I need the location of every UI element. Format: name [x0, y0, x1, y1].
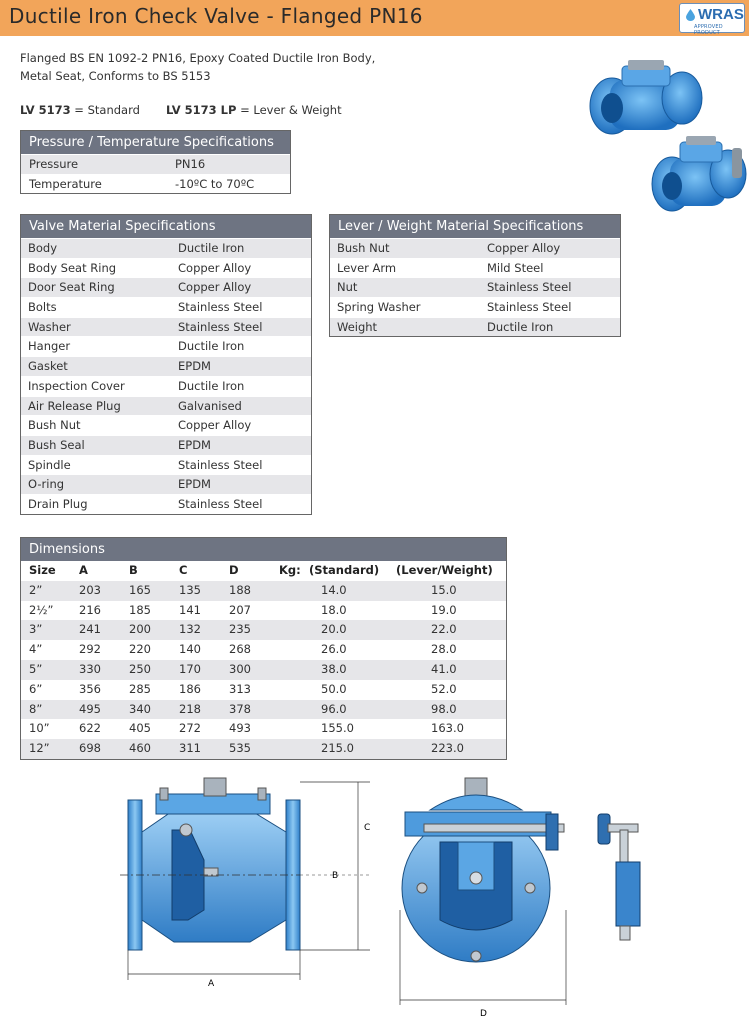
table-cell: 28.0 [431, 642, 457, 657]
table-cell: 98.0 [431, 701, 457, 716]
table-row [21, 660, 506, 680]
spec-label: Door Seat Ring [28, 280, 115, 295]
column-header: D [229, 563, 239, 577]
table-row [21, 277, 311, 297]
table-row [21, 581, 506, 601]
spec-value: Copper Alloy [178, 418, 252, 433]
spec-value: Copper Alloy [178, 280, 252, 295]
lever-weight-material-table [329, 214, 621, 337]
table-cell: 132 [179, 622, 201, 637]
table-row [21, 317, 311, 337]
table-cell: 163.0 [431, 721, 464, 736]
spec-value: EPDM [178, 477, 211, 492]
table-cell: 52.0 [431, 681, 457, 696]
spec-label: O-ring [28, 477, 65, 492]
table-cell: 313 [229, 681, 251, 696]
table-cell: 4” [29, 642, 43, 657]
spec-value: Stainless Steel [178, 496, 263, 511]
pressure-temperature-table [20, 130, 291, 194]
spec-value: Stainless Steel [487, 280, 572, 295]
dimensions-header-row [21, 561, 506, 581]
spec-label: Hanger [28, 339, 71, 354]
table-cell: 698 [79, 741, 101, 756]
table-row [330, 297, 620, 317]
title-bar [0, 0, 749, 36]
column-header: (Standard) [309, 563, 380, 577]
spec-label: Bush Nut [337, 241, 390, 255]
table-cell: 170 [179, 661, 201, 676]
model-lever [166, 103, 342, 117]
model-codes [20, 103, 342, 117]
spec-label: Lever Arm [337, 260, 397, 275]
front-view-drawing [400, 778, 566, 1019]
table-title: Valve Material Specifications [21, 215, 311, 238]
table-row [21, 601, 506, 621]
spec-label: Washer [28, 319, 71, 334]
table-cell: 285 [129, 681, 151, 696]
spec-value: Ductile Iron [178, 241, 245, 255]
spec-value: Ductile Iron [178, 378, 245, 393]
page-title: Ductile Iron Check Valve - Flanged PN16 [9, 4, 423, 28]
wras-logo-subtext: APPROVED PRODUCT [694, 24, 723, 36]
table-row [21, 396, 311, 416]
table-row [21, 739, 506, 759]
spec-value: Stainless Steel [178, 300, 263, 315]
spec-value: Stainless Steel [178, 457, 263, 472]
table-row [330, 277, 620, 297]
table-row [21, 719, 506, 739]
spec-label: Air Release Plug [28, 398, 121, 413]
wras-logo [679, 3, 745, 36]
description-line: Flanged BS EN 1092-2 PN16, Epoxy Coated Ductile Iron Body, [20, 51, 376, 65]
table-cell: 356 [79, 681, 101, 696]
column-header: A [79, 563, 88, 577]
table-cell: 155.0 [321, 721, 354, 736]
table-cell: 622 [79, 721, 101, 736]
table-row [330, 238, 620, 258]
table-cell: 38.0 [321, 661, 347, 676]
spec-label: Bolts [28, 300, 57, 315]
dimension-label-b: B [332, 871, 339, 881]
column-header: B [129, 563, 138, 577]
column-header: C [179, 563, 188, 577]
table-cell: 223.0 [431, 741, 464, 756]
model-code: LV 5173 LP [166, 103, 237, 117]
product-photo [582, 58, 748, 218]
spec-value: Stainless Steel [178, 319, 263, 334]
column-header: Kg: [279, 563, 301, 577]
column-header: (Lever/Weight) [396, 563, 493, 577]
table-cell: 207 [229, 602, 251, 617]
table-row [21, 297, 311, 317]
table-cell: 272 [179, 721, 201, 736]
table-cell: 135 [179, 582, 201, 597]
table-cell: 3” [29, 622, 43, 637]
dimension-label-d: D [480, 1009, 487, 1019]
table-row [21, 258, 311, 278]
table-row [21, 455, 311, 475]
table-cell: 96.0 [321, 701, 347, 716]
table-cell: 185 [129, 602, 151, 617]
model-desc: = Standard [70, 103, 140, 117]
side-view-drawing [120, 778, 370, 989]
table-row [21, 435, 311, 455]
table-row [330, 258, 620, 278]
table-row [21, 620, 506, 640]
table-cell: 250 [129, 661, 151, 676]
spec-value: EPDM [178, 437, 211, 452]
spec-label: Pressure [29, 157, 79, 171]
spec-value: EPDM [178, 359, 211, 374]
table-row [21, 238, 311, 258]
table-cell: 5” [29, 661, 43, 676]
table-title: Lever / Weight Material Specifications [330, 215, 620, 238]
dimensions-table [20, 537, 507, 760]
description-line: Metal Seat, Conforms to BS 5153 [20, 69, 211, 83]
table-cell: 50.0 [321, 681, 347, 696]
table-cell: 378 [229, 701, 251, 716]
table-cell: 311 [179, 741, 201, 756]
product-description [20, 49, 380, 85]
table-title: Dimensions [21, 538, 506, 561]
table-row [21, 640, 506, 660]
table-cell: 495 [79, 701, 101, 716]
table-cell: 493 [229, 721, 251, 736]
spec-value: Ductile Iron [178, 339, 245, 354]
lever-weight-detail [598, 814, 640, 940]
table-cell: 188 [229, 582, 251, 597]
table-cell: 18.0 [321, 602, 347, 617]
table-cell: 26.0 [321, 642, 347, 657]
dimension-label-c: C [364, 823, 371, 833]
spec-value: Copper Alloy [487, 241, 561, 255]
model-code: LV 5173 [20, 103, 71, 117]
table-cell: 41.0 [431, 661, 457, 676]
spec-label: Nut [337, 280, 358, 295]
table-title: Pressure / Temperature Specifications [21, 131, 290, 154]
column-header: Size [29, 563, 56, 577]
table-cell: 19.0 [431, 602, 457, 617]
model-standard [20, 103, 140, 117]
spec-label: Spindle [28, 457, 71, 472]
table-cell: 15.0 [431, 582, 457, 597]
spec-label: Temperature [29, 176, 102, 191]
spec-value: Ductile Iron [487, 319, 554, 334]
table-row [21, 376, 311, 396]
table-row [21, 494, 311, 514]
spec-value: Stainless Steel [487, 300, 572, 315]
table-cell: 215.0 [321, 741, 354, 756]
table-row [21, 356, 311, 376]
table-cell: 10” [29, 721, 50, 736]
table-cell: 14.0 [321, 582, 347, 597]
table-cell: 340 [129, 701, 151, 716]
dimension-label-a: A [208, 979, 215, 989]
spec-label: Body Seat Ring [28, 260, 117, 275]
table-row [21, 174, 290, 194]
table-cell: 535 [229, 741, 251, 756]
spec-label: Body [28, 241, 58, 255]
table-row [21, 154, 290, 174]
table-row [330, 317, 620, 337]
table-cell: 12” [29, 741, 50, 756]
table-row [21, 415, 311, 435]
table-cell: 235 [229, 622, 251, 637]
spec-value: Mild Steel [487, 260, 544, 275]
table-cell: 141 [179, 602, 201, 617]
spec-label: Spring Washer [337, 300, 421, 315]
table-cell: 186 [179, 681, 201, 696]
table-cell: 22.0 [431, 622, 457, 637]
spec-value: PN16 [175, 157, 206, 171]
spec-label: Gasket [28, 359, 68, 374]
spec-label: Weight [337, 319, 378, 334]
table-cell: 216 [79, 602, 101, 617]
water-drop-icon [686, 9, 695, 21]
table-cell: 200 [129, 622, 151, 637]
table-cell: 241 [79, 622, 101, 637]
table-cell: 268 [229, 642, 251, 657]
spec-value: Copper Alloy [178, 260, 252, 275]
spec-value: -10ºC to 70ºC [175, 176, 255, 191]
valve-material-table [20, 214, 312, 515]
table-cell: 8” [29, 701, 43, 716]
table-cell: 460 [129, 741, 151, 756]
valve-photo-2 [652, 136, 746, 211]
table-cell: 140 [179, 642, 201, 657]
table-cell: 218 [179, 701, 201, 716]
table-cell: 405 [129, 721, 151, 736]
table-cell: 165 [129, 582, 151, 597]
table-cell: 300 [229, 661, 251, 676]
table-row [21, 336, 311, 356]
table-cell: 292 [79, 642, 101, 657]
spec-label: Bush Nut [28, 418, 81, 433]
spec-label: Bush Seal [28, 437, 85, 452]
table-row [21, 680, 506, 700]
table-cell: 20.0 [321, 622, 347, 637]
technical-drawing [100, 770, 660, 1020]
table-cell: 6” [29, 681, 43, 696]
wras-logo-text: WRAS [698, 6, 744, 23]
spec-label: Drain Plug [28, 496, 88, 511]
table-cell: 2½” [29, 602, 54, 617]
table-row [21, 474, 311, 494]
spec-label: Inspection Cover [28, 378, 125, 393]
table-cell: 2” [29, 582, 43, 597]
table-cell: 330 [79, 661, 101, 676]
table-row [21, 700, 506, 720]
spec-value: Galvanised [178, 398, 242, 413]
table-cell: 220 [129, 642, 151, 657]
valve-photo-1 [590, 60, 702, 134]
table-cell: 203 [79, 582, 101, 597]
model-desc: = Lever & Weight [236, 103, 342, 117]
